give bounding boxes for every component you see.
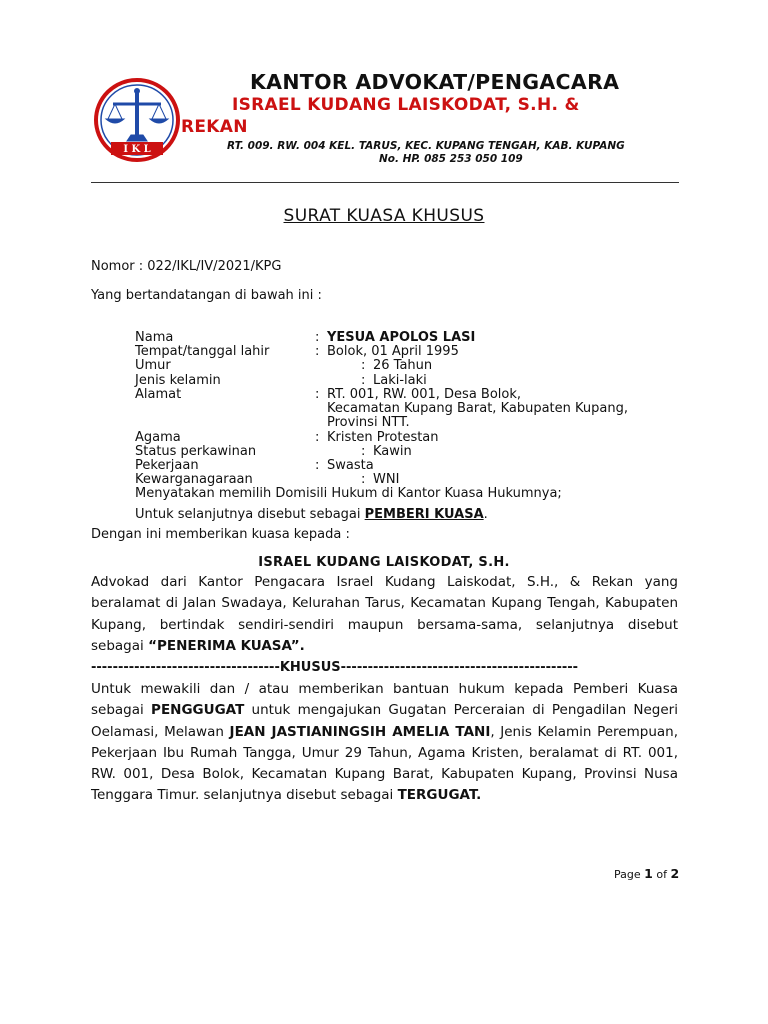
svg-text:I K L: I K L	[123, 144, 151, 155]
field-value-age: 26 Tahun	[373, 358, 433, 373]
grantor-designation: Untuk selanjutnya disebut sebagai PEMBERI KUASA.	[135, 507, 488, 522]
field-label: Status perkawinan	[135, 444, 257, 459]
field-value-religion: Kristen Protestan	[327, 430, 439, 445]
header-divider	[91, 182, 679, 183]
field-value-birth: Bolok, 01 April 1995	[327, 344, 459, 359]
field-label: Agama	[135, 430, 181, 445]
defendant-term: TERGUGAT.	[397, 787, 482, 804]
domicile-statement: Menyatakan memilih Domisili Hukum di Kantor Kuasa Hukumnya;	[135, 486, 562, 501]
field-value-address: RT. 001, RW. 001, Desa Bolok,	[327, 387, 522, 402]
field-label: Jenis kelamin	[135, 373, 221, 388]
document-title: SURAT KUASA KHUSUS	[283, 206, 485, 226]
field-value-citizenship: WNI	[373, 472, 400, 487]
field-value-address-2: Kecamatan Kupang Barat, Kabupaten Kupang,	[327, 401, 628, 416]
firm-name-line2: REKAN	[181, 117, 248, 137]
attorney-paragraph: Advokad dari Kantor Pengacara Israel Kudang Laiskodat, S.H., & Rekan yang beralamat di Jalan Swadaya, Kelurahan Tarus, Kecamatan Kupang Tengah, Kabupaten Kupang, bertindak sendiri-sendiri maupun bersama-sama, selanjutnya disebut sebagai “PENERIMA KUASA”.	[91, 574, 678, 654]
defendant-name: JEAN JASTIANINGSIH AMELIA TANI	[229, 723, 491, 740]
firm-phone: No. HP. 085 253 050 109	[379, 153, 523, 165]
firm-name-line1: ISRAEL KUDANG LAISKODAT, S.H. &	[232, 95, 580, 115]
attorney-term: “PENERIMA KUASA”.	[148, 637, 305, 654]
firm-address: RT. 009. RW. 004 KEL. TARUS, KEC. KUPANG TENGAH, KAB. KUPANG	[227, 140, 625, 152]
field-value-marital: Kawin	[373, 444, 412, 459]
document-number: Nomor : 022/IKL/IV/2021/KPG	[91, 259, 282, 274]
field-label: Umur	[135, 358, 171, 373]
attorney-name: ISRAEL KUDANG LAISKODAT, S.H.	[258, 555, 510, 570]
field-label: Pekerjaan	[135, 458, 199, 473]
grantor-term: PEMBERI KUASA	[364, 507, 484, 522]
field-label: Tempat/tanggal lahir	[135, 344, 270, 359]
field-value-name: YESUA APOLOS LASI	[327, 330, 476, 345]
field-value-address-3: Provinsi NTT.	[327, 415, 410, 430]
field-value-gender: Laki-laki	[373, 373, 427, 388]
special-divider: -----------------------------------KHUSUS--------------------------------------------	[91, 660, 579, 675]
field-label: Nama	[135, 330, 174, 345]
firm-logo	[93, 77, 181, 163]
field-value-occupation: Swasta	[327, 458, 374, 473]
special-paragraph: Untuk mewakili dan / atau memberikan bantuan hukum kepada Pemberi Kuasa sebagai PENGGUGAT untuk mengajukan Gugatan Perceraian di Pengadilan Negeri Oelamasi, Melawan JEAN JASTIANINGSIH AMELIA TANI, Jenis Kelamin Perempuan, Pekerjaan Ibu Rumah Tangga, Umur 29 Tahun, Agama Kristen, beralamat di RT. 001, RW. 001, Desa Bolok, Kecamatan Kupang Barat, Kabupaten Kupang, Provinsi Nusa Tenggara Timur. selanjutnya disebut sebagai TERGUGAT.	[91, 681, 678, 804]
grant-intro: Dengan ini memberikan kuasa kepada :	[91, 527, 350, 542]
office-title: KANTOR ADVOKAT/PENGACARA	[250, 70, 620, 94]
page-number: Page 1 of 2	[614, 866, 680, 881]
field-label: Kewarganagaraan	[135, 472, 253, 487]
plaintiff-term: PENGGUGAT	[151, 702, 245, 719]
field-label: Alamat	[135, 387, 182, 402]
intro-text: Yang bertandatangan di bawah ini :	[91, 288, 322, 303]
